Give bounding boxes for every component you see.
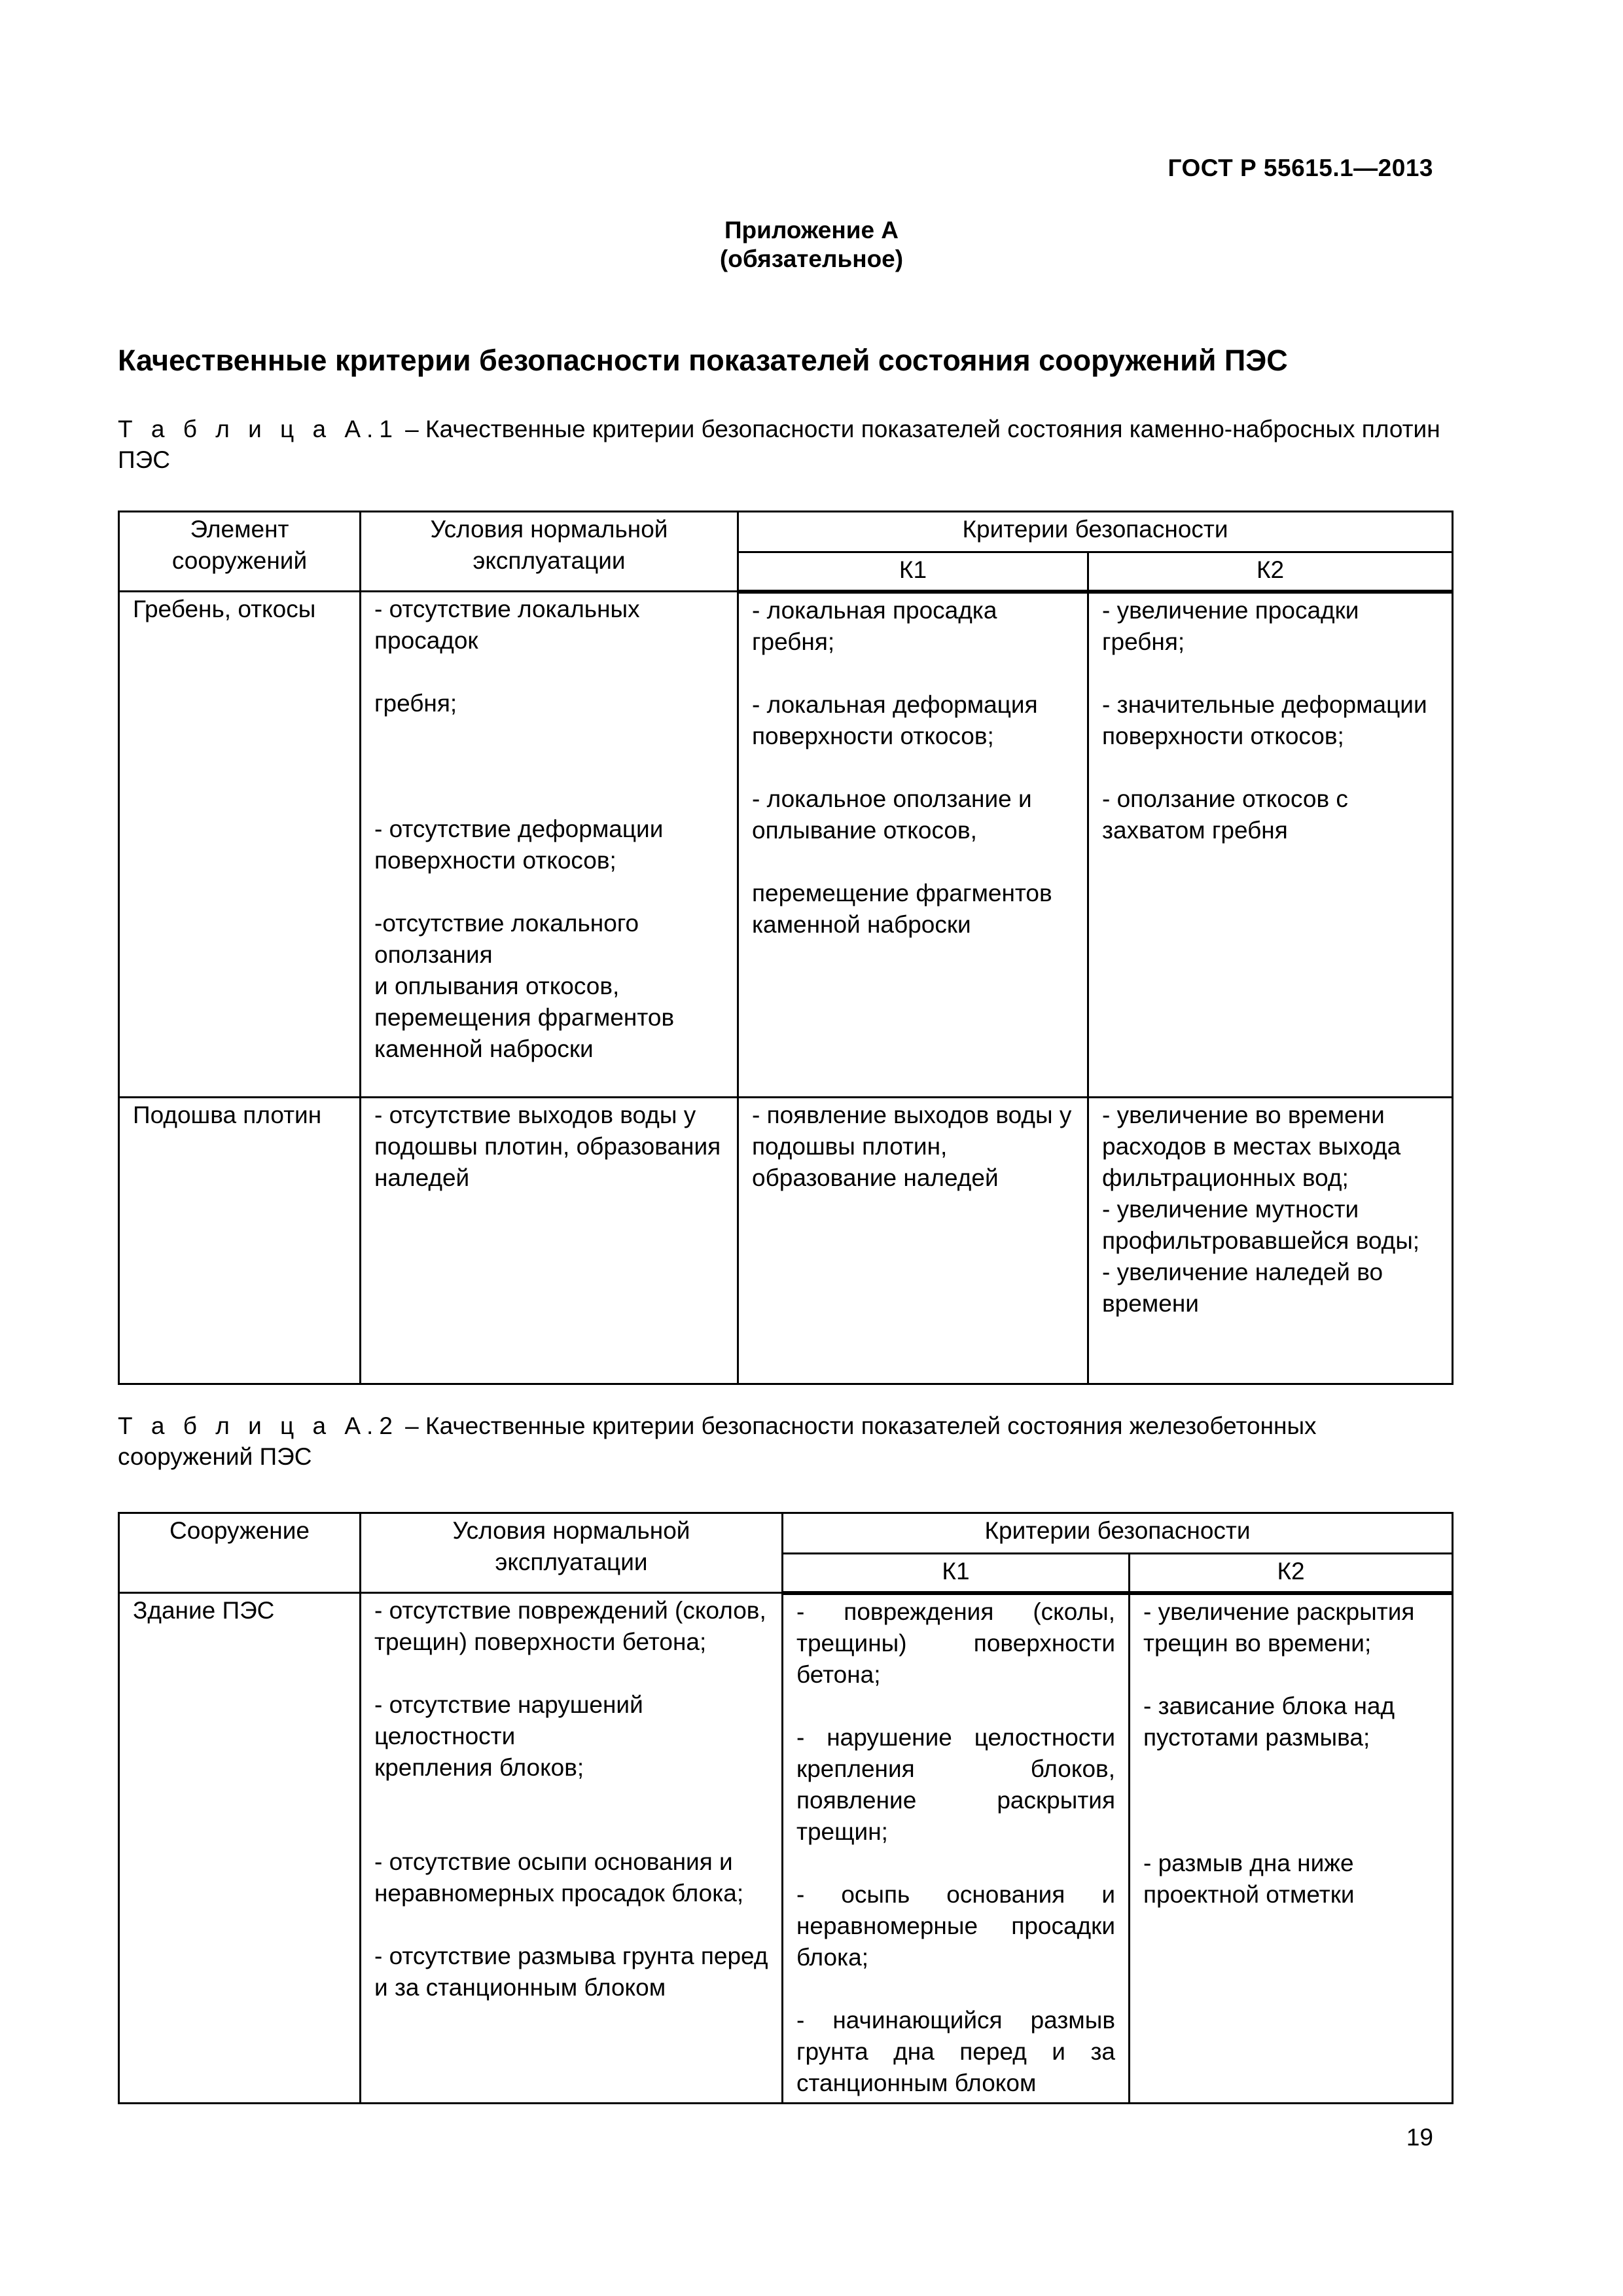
page-title: Качественные критерии безопасности показателей состояния сооружений ПЭС: [118, 344, 1288, 377]
table-row: [119, 592, 1453, 1098]
table-a1-row2-k1: [738, 1098, 1088, 1384]
list-item: - значительные деформации поверхности откосов;: [1102, 691, 1427, 749]
table-a2-caption-prefix: Т а б л и ц а А.2: [118, 1412, 399, 1439]
table-a2-header-k2: К2: [1130, 1554, 1453, 1593]
table-a1-header-k2: К2: [1088, 552, 1453, 592]
table-a1-header-element: Элемент сооружений: [119, 512, 361, 592]
table-a2: [118, 1512, 1454, 2104]
table-a1-row2-normal: [361, 1098, 738, 1384]
table-a1-header-normal: Условия нормальной эксплуатации: [361, 512, 738, 592]
table-a2-caption-text: – Качественные критерии безопасности показателей состояния железобетонных сооружений ПЭС: [118, 1412, 1317, 1470]
table-row: [119, 1098, 1453, 1384]
table-a1-row1-element: Гребень, откосы: [119, 592, 361, 1098]
appendix-label: Приложение А: [724, 217, 899, 243]
list-item: - зависание блока над пустотами размыва;: [1143, 1692, 1395, 1751]
list-item: -отсутствие локального оползания и оплывания откосов, перемещения фрагментов каменной наброски: [374, 910, 675, 1062]
table-a1: [118, 511, 1454, 1385]
list-item: - отсутствие локальных просадок: [374, 596, 640, 654]
table-a1-row1-k2: [1088, 592, 1453, 1098]
page-number: 19: [1406, 2124, 1433, 2151]
list-item: - увеличение просадки гребня;: [1102, 596, 1359, 655]
list-item: - отсутствие выходов воды у подошвы плотин, образования наледей: [374, 1102, 721, 1191]
list-item: гребня;: [374, 690, 457, 717]
table-a1-caption-prefix: Т а б л и ц а А.1: [118, 416, 399, 442]
list-item: - локальная просадка гребня;: [752, 596, 997, 655]
list-item: - размыв дна ниже проектной отметки: [1143, 1849, 1355, 1908]
table-a2-caption: [118, 1410, 1453, 1472]
list-item: - нарушение целостности крепления блоков, появление раскрытия трещин;: [796, 1723, 1115, 1845]
table-a1-caption-text: – Качественные критерии безопасности показателей состояния каменно-набросных плотин ПЭС: [118, 416, 1440, 473]
list-item: - отсутствие повреждений (сколов, трещин) поверхности бетона;: [374, 1597, 766, 1655]
list-item: перемещение фрагментов каменной наброски: [752, 879, 1052, 938]
table-a2-row1-k2: [1130, 1593, 1453, 2104]
table-a2-row1-normal: [361, 1593, 783, 2104]
list-item: - отсутствие деформации поверхности откосов;: [374, 816, 664, 874]
list-item: - осыпь основания и неравномерные просадки блока;: [796, 1880, 1115, 1971]
table-a1-caption: [118, 414, 1453, 475]
list-item: - увеличение во времени расходов в местах выхода фильтрационных вод; - увеличение мутности профильтровавшейся воды; - увеличение наледей во времени: [1102, 1102, 1420, 1317]
table-a1-row2-element: Подошва плотин: [119, 1098, 361, 1384]
list-item: - повреждения (сколы, трещины) поверхности бетона;: [796, 1598, 1115, 1688]
appendix-heading: [0, 216, 1623, 274]
table-a1-header-k1: К1: [738, 552, 1088, 592]
table-a2-row1-k1: [783, 1593, 1130, 2104]
list-item: - отсутствие нарушений целостности крепления блоков;: [374, 1691, 643, 1781]
document-code: ГОСТ Р 55615.1—2013: [1168, 154, 1433, 181]
list-item: - локальная деформация поверхности откосов;: [752, 691, 1038, 749]
list-item: - увеличение раскрытия трещин во времени;: [1143, 1598, 1415, 1657]
table-a2-header-normal: Условия нормальной эксплуатации: [361, 1513, 783, 1593]
list-item: - оползание откосов с захватом гребня: [1102, 785, 1348, 844]
table-a1-row1-normal: [361, 592, 738, 1098]
list-item: - локальное оползание и оплывание откосов,: [752, 785, 1032, 844]
list-item: - отсутствие осыпи основания и неравномерных просадок блока;: [374, 1848, 744, 1907]
table-a2-header-k1: К1: [783, 1554, 1130, 1593]
list-item: - появление выходов воды у подошвы плотин, образование наледей: [752, 1102, 1072, 1191]
table-a2-header-criteria: Критерии безопасности: [783, 1513, 1453, 1554]
table-row: [119, 1593, 1453, 2104]
table-a1-row2-k2: [1088, 1098, 1453, 1384]
table-a2-row1-structure: Здание ПЭС: [119, 1593, 361, 2104]
appendix-status: (обязательное): [719, 245, 904, 272]
table-a1-header-criteria: Критерии безопасности: [738, 512, 1453, 552]
list-item: - начинающийся размыв грунта дна перед и за станционным блоком: [796, 2006, 1115, 2096]
list-item: - отсутствие размыва грунта перед и за станционным блоком: [374, 1943, 768, 2001]
table-a1-row1-k1: [738, 592, 1088, 1098]
table-a2-header-structure: Сооружение: [119, 1513, 361, 1593]
